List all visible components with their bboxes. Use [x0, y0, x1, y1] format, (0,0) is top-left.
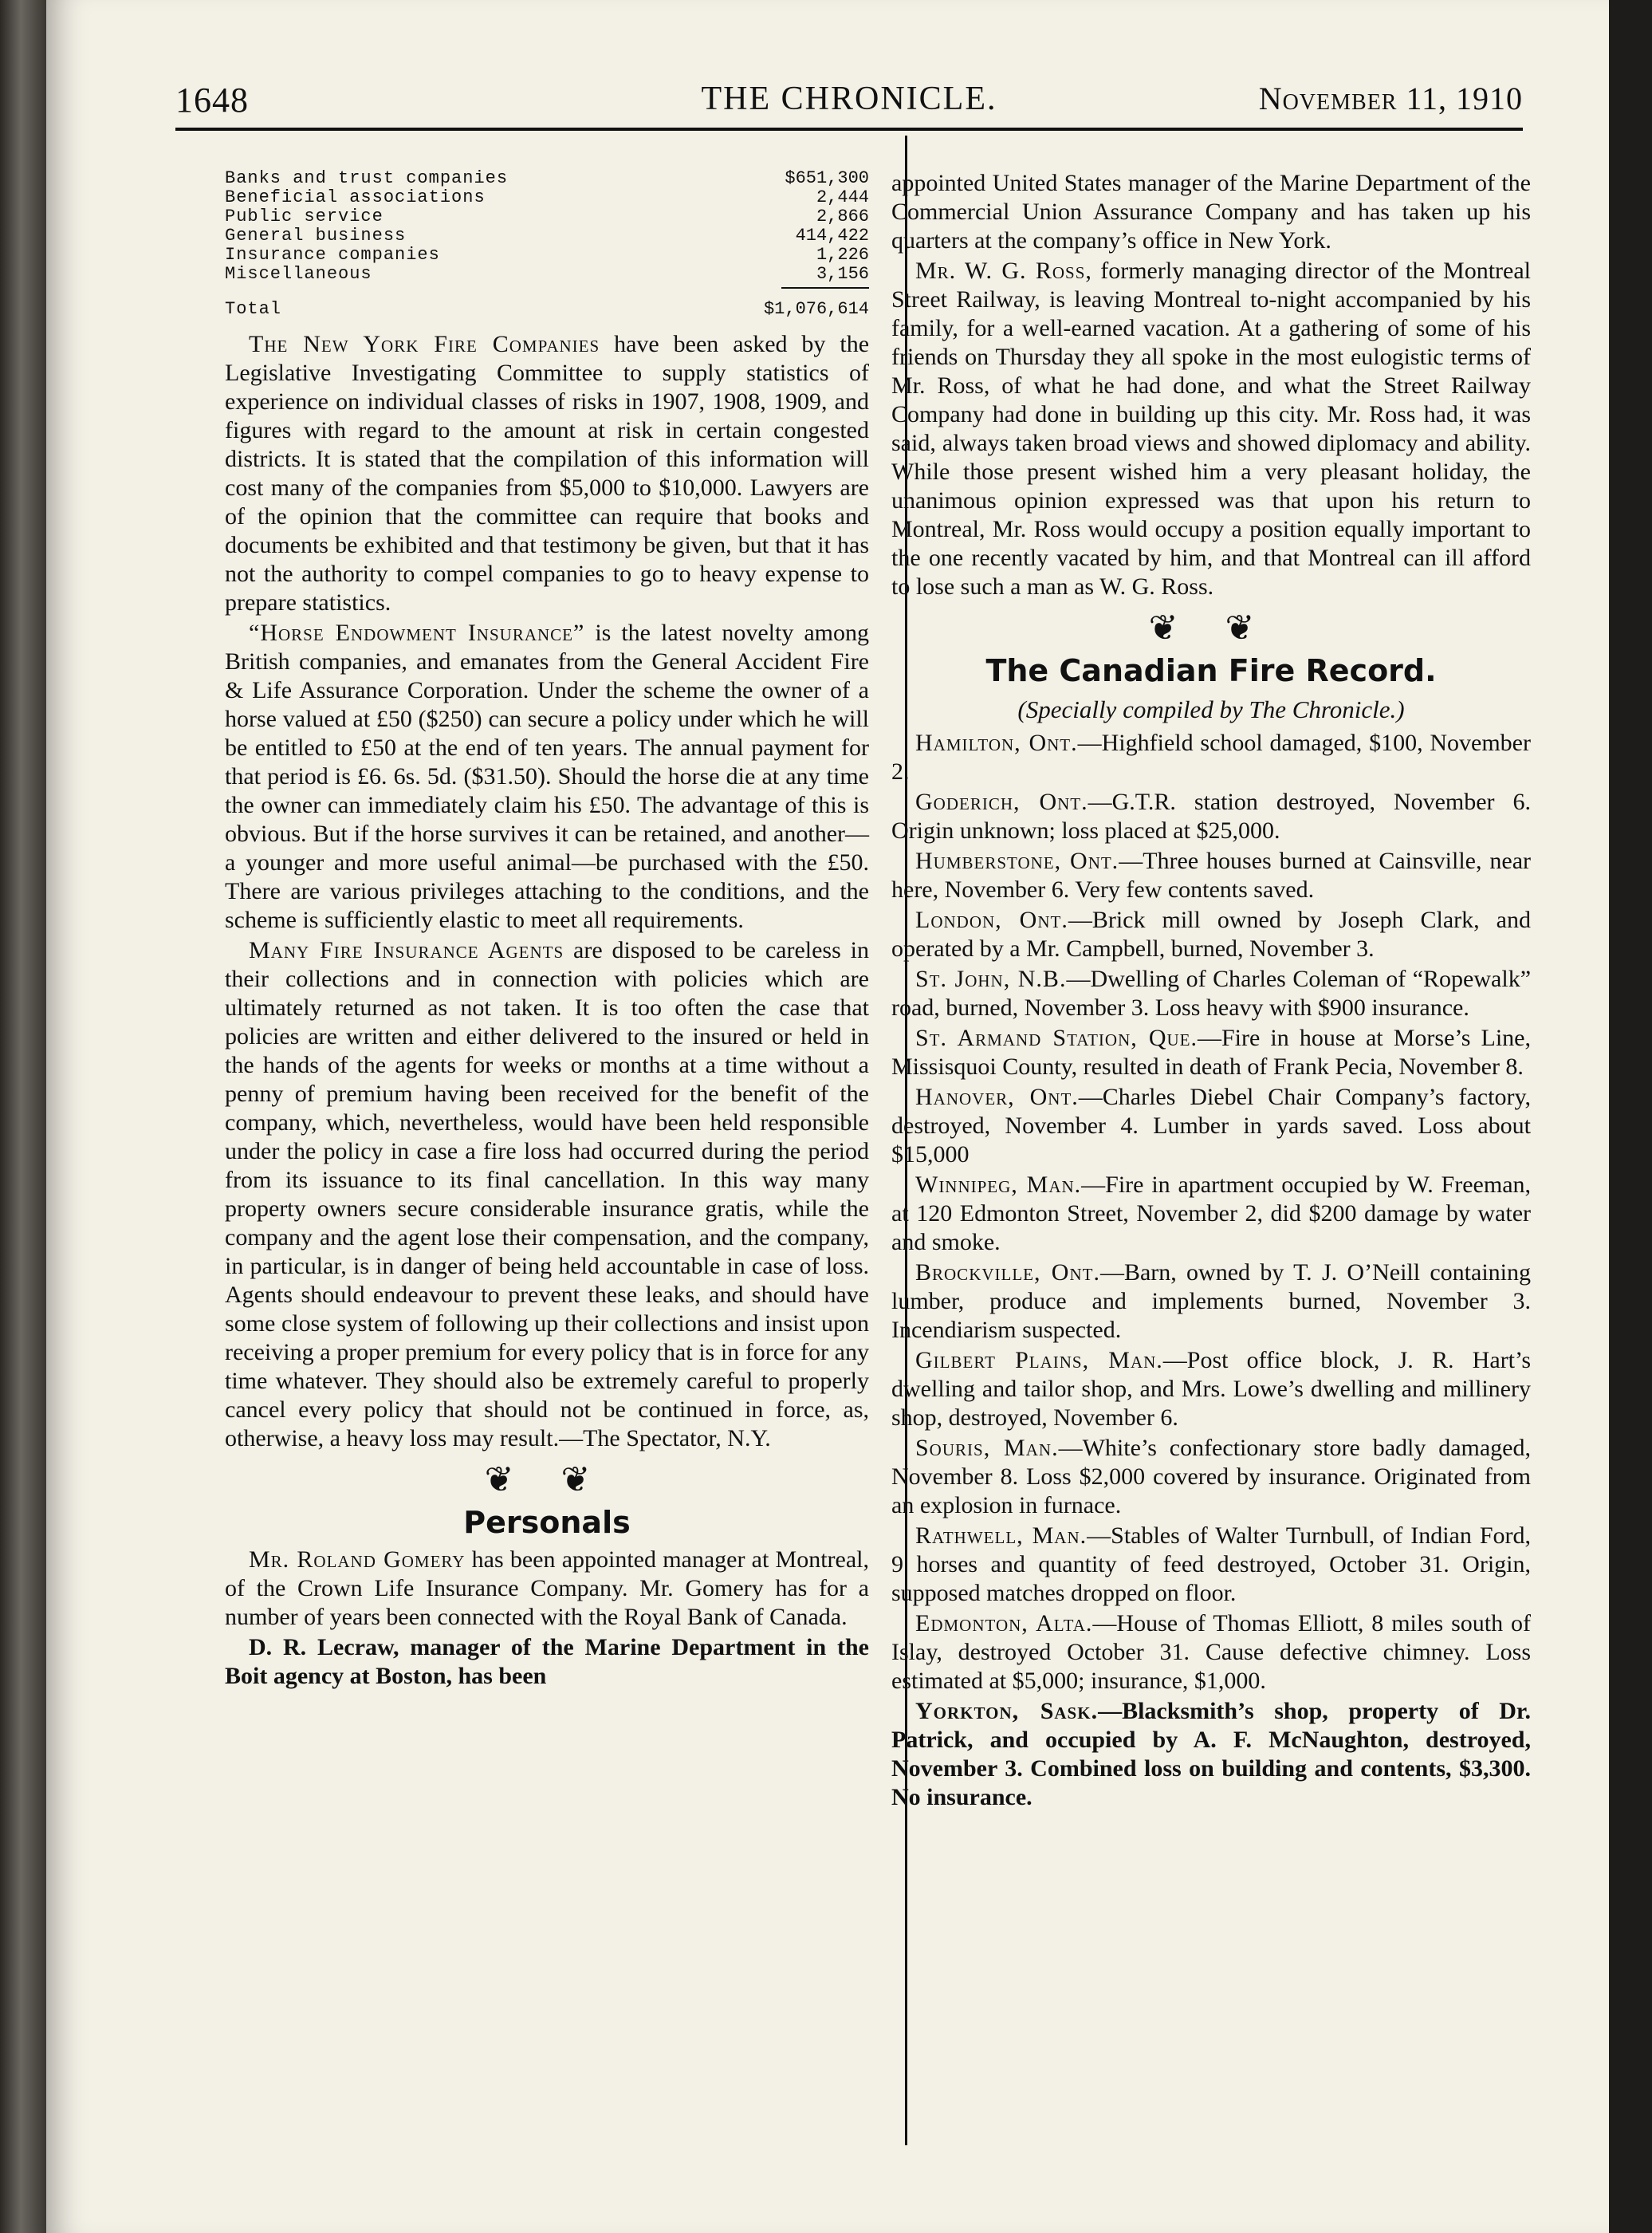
table-total-row — [225, 300, 869, 319]
total-value: $1,076,614 — [763, 299, 869, 319]
row-label: Public service — [225, 207, 384, 226]
entry-text: —White’s confectionary store badly damaged, November 8. Loss $2,000 covered by insurance. Originated from an explosion in furnace. — [891, 1435, 1531, 1518]
row-value: $651,300 — [785, 168, 869, 188]
row-value: 414,422 — [795, 226, 869, 246]
row-value: 1,226 — [816, 245, 869, 265]
fire-entry — [891, 1434, 1531, 1520]
entry-place: Souris, Man. — [915, 1435, 1059, 1461]
fire-entry — [891, 1609, 1531, 1695]
header-rule — [175, 128, 1523, 131]
row-label: General business — [225, 226, 407, 246]
fire-entry — [891, 965, 1531, 1022]
entry-place: Hamilton, Ont. — [915, 730, 1078, 756]
entry-place: Edmonton, Alta. — [915, 1610, 1093, 1636]
entry-text: —Fire in house at Morse’s Line, Missisquoi County, resulted in death of Frank Pecia, November 8. — [891, 1025, 1531, 1080]
leaf-ornament: ❦ ❦ — [484, 1460, 610, 1499]
table-row — [225, 169, 869, 188]
page-number: 1648 — [175, 81, 249, 120]
article-new-york-fire — [225, 330, 869, 617]
fire-entry — [891, 729, 1531, 786]
row-label: Insurance companies — [225, 245, 440, 265]
personal-ross — [891, 257, 1531, 601]
lead-in: Mr. W. G. Ross, — [915, 258, 1092, 284]
entry-text: —Barn, owned by T. J. O’Neill containing lumber, produce and implements burned, November 3. Incendiarism suspected. — [891, 1259, 1531, 1343]
row-value: 3,156 — [816, 264, 869, 284]
lead-in: Many Fire Insurance Agents — [249, 937, 564, 963]
fire-entry — [891, 1083, 1531, 1169]
fire-record-heading: The Canadian Fire Record. — [985, 653, 1437, 688]
body-text: has been appointed manager at Montreal, of the Crown Life Insurance Company. Mr. Gomery has for a number of years been connected with the Royal Bank of Canada. — [225, 1546, 870, 1630]
entry-place: Rathwell, Man. — [915, 1522, 1088, 1549]
table-row — [225, 265, 869, 284]
book-spine — [0, 0, 46, 2233]
lead-in: Mr. Roland Gomery — [249, 1546, 466, 1573]
body-text: formerly managing director of the Montreal Street Railway, is leaving Montreal to-night accompanied by his family, for a well-earned vacation. At a gathering of some of his friends on Thursday they all spoke in the most eulogistic terms of Mr. Ross, of what he had done, and what the Street Railway Company had done in building up this city. Mr. Ross had, it was said, always taken broad views and showed diplomacy and ability. While those present wished him a very pleasant holiday, the unanimous opinion expressed was that upon his return to Montreal, Mr. Ross would occupy a position equally important to the one recently vacated by him, and that Montreal can ill afford to lose such a man as W. G. Ross. — [891, 258, 1531, 600]
entry-text: —Brick mill owned by Joseph Clark, and operated by a Mr. Campbell, burned, November 3. — [891, 907, 1531, 962]
entry-place: St. Armand Station, Que. — [915, 1025, 1198, 1051]
entry-place: Yorkton, Sask. — [915, 1698, 1099, 1724]
entry-text: —Blacksmith’s shop, property of Dr. Patrick, and occupied by A. F. McNaughton, destroyed, November 3. Combined loss on building and contents, $3,300. No insurance. — [891, 1698, 1531, 1810]
fire-entry — [891, 1346, 1531, 1432]
entry-text: —Dwelling of Charles Coleman of “Ropewalk” road, burned, November 3. Loss heavy with $900 insurance. — [891, 966, 1532, 1021]
body-text: is the latest novelty among British companies, and emanates from the General Accident Fire & Life Assurance Corporation. Under the scheme the owner of a horse valued at £50 ($250) can secure a policy under which he will be entitled to £50 at the end of ten years. The annual payment for that period is £6. 6s. 5d. ($31.50). Should the horse die at any time the owner can immediately claim his £50. The advantage of this is obvious. But if the horse survives it can be retained, and another—a younger and more useful animal—be purchased with the £50. There are various privileges attaching to the conditions, and the scheme is sufficiently elastic to meet all requirements. — [225, 620, 869, 933]
lead-in: The New York Fire Companies — [249, 331, 600, 357]
entry-text: —G.T.R. station destroyed, November 6. Origin unknown; loss placed at $25,000. — [891, 789, 1531, 844]
fire-entry — [891, 847, 1531, 904]
fire-entry — [891, 906, 1531, 963]
fire-record-subheading: (Specially compiled by The Chronicle.) — [1017, 695, 1405, 723]
entry-text: —Stables of Walter Turnbull, of Indian Ford, 9 horses and quantity of feed destroyed, October 31. Origin, supposed matches dropped on floor. — [891, 1522, 1532, 1606]
row-label: Miscellaneous — [225, 264, 372, 284]
running-head — [175, 80, 1523, 128]
fire-entry — [891, 1697, 1531, 1812]
entry-text: —House of Thomas Elliott, 8 miles south of Islay, destroyed October 31. Cause defective chimney. Loss estimated at $5,000; insurance, $1,000. — [891, 1610, 1531, 1694]
statistics-table — [225, 169, 869, 319]
entry-place: Goderich, Ont. — [915, 789, 1088, 815]
body-text: are disposed to be careless in their collections and in connection with policies which are ultimately returned as not taken. It is too often the case that policies are written and either delivered to the insured or held in the hands of the agents for weeks or months at a time without a penny of premium having been received for the benefit of the company, which, nevertheless, would have been held responsible under the policy in case a fire loss had occurred during the period from its issuance to its final cancellation. In this way many property owners secure considerable insurance gratis, while the company and the agent lose their compensation, and the company, in particular, is in danger of being held accountable in case of loss. Agents should endeavour to prevent these leaks, and should have some close system of following up their collections and insist upon receiving a proper premium for every policy that is in force for any time whatever. They should also be extremely careful to properly cancel every policy that should not be continued in force, as, otherwise, a heavy loss may result.—The Spectator, N.Y. — [225, 937, 869, 1451]
issue-date: November 11, 1910 — [1258, 81, 1523, 116]
entry-place: Winnipeg, Man. — [915, 1172, 1082, 1198]
row-value: 2,444 — [816, 187, 869, 207]
table-row — [225, 246, 869, 265]
article-fire-agents — [225, 936, 869, 1453]
fire-record-list — [891, 729, 1531, 1812]
entry-place: Hanover, Ont. — [915, 1084, 1079, 1110]
leaf-ornament: ❦ ❦ — [1148, 608, 1274, 648]
table-row — [225, 207, 869, 226]
table-row — [225, 188, 869, 207]
entry-place: Brockville, Ont. — [915, 1259, 1100, 1286]
fire-entry — [891, 1258, 1531, 1345]
article-horse-insurance — [225, 619, 869, 935]
row-label: Banks and trust companies — [225, 168, 509, 188]
entry-text: —Post office block, J. R. Hart’s dwelling and tailor shop, and Mrs. Lowe’s dwelling and millinery shop, destroyed, November 6. — [891, 1347, 1531, 1431]
body-text: have been asked by the Legislative Investigating Committee to supply statistics of experience on individual classes of risks in 1907, 1908, 1909, and figures with regard to the amount at risk in certain congested districts. It is stated that the compilation of this information will cost many of the companies from $5,000 to $10,000. Lawyers are of the opinion that the committee can require that books and documents be exhibited and that testimony be given, but that it has not the authority to compel companies to go to heavy expense to prepare statistics. — [225, 331, 870, 616]
personal-lecraw: D. R. Lecraw, manager of the Marine Department in the Boit agency at Boston, has been — [225, 1634, 869, 1689]
entry-text: —Highfield school damaged, $100, November 2. — [891, 730, 1531, 785]
personal-gomery — [225, 1546, 869, 1632]
fire-entry — [891, 1522, 1531, 1608]
fire-entry — [891, 1024, 1531, 1081]
row-value: 2,866 — [816, 207, 869, 226]
entry-place: Gilbert Plains, Man. — [915, 1347, 1163, 1373]
fire-entry — [891, 1171, 1531, 1257]
entry-place: London, Ont. — [915, 907, 1068, 933]
fire-entry — [891, 788, 1531, 845]
personal-lecraw-continued: appointed United States manager of the Marine Department of the Commercial Union Assurance Company and has taken up his quarters at the company’s office in New York. — [891, 170, 1531, 254]
total-rule — [781, 287, 869, 289]
entry-place: Humberstone, Ont. — [915, 848, 1119, 874]
scan-edge — [1609, 0, 1652, 2233]
entry-text: —Three houses burned at Cainsville, near here, November 6. Very few contents saved. — [891, 848, 1531, 903]
personals-heading: Personals — [463, 1505, 631, 1540]
journal-title: THE CHRONICLE. — [701, 81, 997, 117]
total-label: Total — [225, 299, 282, 319]
right-column — [891, 169, 1531, 1814]
left-column — [225, 169, 869, 1692]
entry-place: St. John, N.B. — [915, 966, 1067, 992]
row-label: Beneficial associations — [225, 187, 486, 207]
lead-in: “Horse Endowment Insurance” — [249, 620, 585, 646]
entry-text: —Charles Diebel Chair Company’s factory, destroyed, November 4. Lumber in yards saved. Loss about $15,000 — [891, 1084, 1531, 1168]
entry-text: —Fire in apartment occupied by W. Freeman, at 120 Edmonton Street, November 2, did $200 damage by water and smoke. — [891, 1172, 1532, 1255]
table-row — [225, 226, 869, 246]
